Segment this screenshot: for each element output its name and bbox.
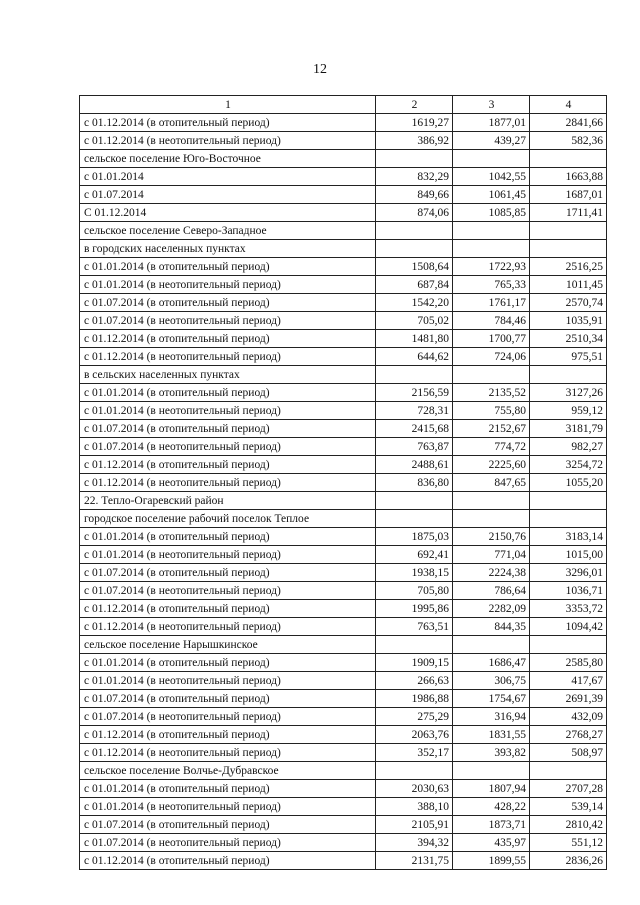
value-cell-col2: 763,87: [376, 438, 453, 456]
value-cell-col4: 508,97: [530, 744, 607, 762]
value-cell-col2: 1619,27: [376, 114, 453, 132]
value-cell-col4: 2707,28: [530, 780, 607, 798]
value-cell-col2: 1986,88: [376, 690, 453, 708]
value-cell-col2: 394,32: [376, 834, 453, 852]
value-cell-col3: 1722,93: [453, 258, 530, 276]
value-cell-col3: 1899,55: [453, 852, 530, 870]
value-cell-col2: 836,80: [376, 474, 453, 492]
value-cell-col3: 439,27: [453, 132, 530, 150]
value-cell-col4: 1094,42: [530, 618, 607, 636]
value-cell-col3: 1807,94: [453, 780, 530, 798]
table-row: [80, 204, 607, 222]
value-cell-col4: 417,67: [530, 672, 607, 690]
row-label-cell: с 01.01.2014 (в неотопительный период): [80, 546, 376, 564]
row-label-cell: с 01.07.2014 (в отопительный период): [80, 420, 376, 438]
table-row: [80, 690, 607, 708]
value-cell-col3: 316,94: [453, 708, 530, 726]
table-row: [80, 330, 607, 348]
value-cell-col2: 705,80: [376, 582, 453, 600]
row-label-cell: с 01.12.2014 (в неотопительный период): [80, 474, 376, 492]
value-cell-col3: 724,06: [453, 348, 530, 366]
table-row: [80, 654, 607, 672]
value-cell-col2: 687,84: [376, 276, 453, 294]
row-label-cell: в городских населенных пунктах: [80, 240, 376, 258]
row-label-cell: с 01.07.2014: [80, 186, 376, 204]
value-cell-col3: 1700,77: [453, 330, 530, 348]
table-row: [80, 618, 607, 636]
value-cell-col3: 428,22: [453, 798, 530, 816]
table-row: [80, 708, 607, 726]
value-cell-col2: 2131,75: [376, 852, 453, 870]
row-label-cell: с 01.07.2014 (в неотопительный период): [80, 312, 376, 330]
value-cell-col3: [453, 510, 530, 528]
row-label-cell: сельское поселение Юго-Восточное: [80, 150, 376, 168]
value-cell-col4: 2516,25: [530, 258, 607, 276]
table-row: [80, 420, 607, 438]
value-cell-col3: [453, 636, 530, 654]
table-row: [80, 348, 607, 366]
row-label-cell: С 01.12.2014: [80, 204, 376, 222]
table-row: [80, 492, 607, 510]
value-cell-col3: 2224,38: [453, 564, 530, 582]
value-cell-col4: [530, 150, 607, 168]
value-cell-col4: 1011,45: [530, 276, 607, 294]
row-label-cell: сельское поселение Северо-Западное: [80, 222, 376, 240]
value-cell-col4: 2570,74: [530, 294, 607, 312]
value-cell-col4: 3127,26: [530, 384, 607, 402]
header-cell-1: 1: [80, 96, 376, 114]
table-header-row: [80, 96, 607, 114]
value-cell-col4: 1663,88: [530, 168, 607, 186]
value-cell-col3: 1042,55: [453, 168, 530, 186]
row-label-cell: с 01.01.2014 (в отопительный период): [80, 654, 376, 672]
row-label-cell: с 01.12.2014 (в неотопительный период): [80, 132, 376, 150]
table-row: [80, 258, 607, 276]
value-cell-col2: 705,02: [376, 312, 453, 330]
row-label-cell: с 01.12.2014 (в неотопительный период): [80, 744, 376, 762]
value-cell-col2: 275,29: [376, 708, 453, 726]
row-label-cell: с 01.01.2014 (в отопительный период): [80, 258, 376, 276]
value-cell-col3: 1085,85: [453, 204, 530, 222]
value-cell-col3: [453, 222, 530, 240]
value-cell-col2: 2488,61: [376, 456, 453, 474]
value-cell-col4: 539,14: [530, 798, 607, 816]
value-cell-col4: 1055,20: [530, 474, 607, 492]
table-row: [80, 276, 607, 294]
row-label-cell: с 01.01.2014 (в отопительный период): [80, 780, 376, 798]
table-row: [80, 366, 607, 384]
table-row: [80, 852, 607, 870]
table-row: [80, 294, 607, 312]
value-cell-col4: 2841,66: [530, 114, 607, 132]
row-label-cell: с 01.07.2014 (в отопительный период): [80, 690, 376, 708]
value-cell-col3: 1831,55: [453, 726, 530, 744]
value-cell-col4: 3183,14: [530, 528, 607, 546]
table-row: [80, 168, 607, 186]
table-row: [80, 798, 607, 816]
value-cell-col2: 832,29: [376, 168, 453, 186]
value-cell-col3: 774,72: [453, 438, 530, 456]
row-label-cell: с 01.01.2014: [80, 168, 376, 186]
row-label-cell: 22. Тепло-Огаревский район: [80, 492, 376, 510]
table-row: [80, 816, 607, 834]
value-cell-col2: 1481,80: [376, 330, 453, 348]
table-row: [80, 672, 607, 690]
table-row: [80, 474, 607, 492]
value-cell-col3: [453, 492, 530, 510]
value-cell-col3: 784,46: [453, 312, 530, 330]
value-cell-col2: [376, 636, 453, 654]
row-label-cell: с 01.07.2014 (в неотопительный период): [80, 834, 376, 852]
table-row: [80, 636, 607, 654]
header-cell-2: 2: [376, 96, 453, 114]
row-label-cell: с 01.07.2014 (в неотопительный период): [80, 438, 376, 456]
value-cell-col4: 1687,01: [530, 186, 607, 204]
value-cell-col2: 266,63: [376, 672, 453, 690]
value-cell-col2: 728,31: [376, 402, 453, 420]
value-cell-col3: 1873,71: [453, 816, 530, 834]
row-label-cell: с 01.12.2014 (в неотопительный период): [80, 348, 376, 366]
value-cell-col4: 3254,72: [530, 456, 607, 474]
row-label-cell: с 01.01.2014 (в отопительный период): [80, 384, 376, 402]
value-cell-col2: 763,51: [376, 618, 453, 636]
value-cell-col3: 2135,52: [453, 384, 530, 402]
row-label-cell: с 01.01.2014 (в неотопительный период): [80, 276, 376, 294]
value-cell-col3: 393,82: [453, 744, 530, 762]
value-cell-col4: 2585,80: [530, 654, 607, 672]
value-cell-col2: [376, 762, 453, 780]
tariff-table: [79, 95, 607, 870]
row-label-cell: сельское поселение Нарышкинское: [80, 636, 376, 654]
value-cell-col2: [376, 240, 453, 258]
value-cell-col2: [376, 366, 453, 384]
value-cell-col4: 2810,42: [530, 816, 607, 834]
value-cell-col4: 1035,91: [530, 312, 607, 330]
row-label-cell: с 01.07.2014 (в неотопительный период): [80, 582, 376, 600]
value-cell-col3: 2150,76: [453, 528, 530, 546]
row-label-cell: сельское поселение Волчье-Дубравское: [80, 762, 376, 780]
table-row: [80, 834, 607, 852]
value-cell-col2: 644,62: [376, 348, 453, 366]
value-cell-col3: 2225,60: [453, 456, 530, 474]
table-row: [80, 222, 607, 240]
table-row: [80, 726, 607, 744]
table-row: [80, 240, 607, 258]
table-row: [80, 384, 607, 402]
row-label-cell: с 01.12.2014 (в отопительный период): [80, 456, 376, 474]
table-row: [80, 132, 607, 150]
value-cell-col4: [530, 492, 607, 510]
row-label-cell: с 01.07.2014 (в отопительный период): [80, 294, 376, 312]
value-cell-col2: 1995,86: [376, 600, 453, 618]
table-row: [80, 762, 607, 780]
value-cell-col4: [530, 510, 607, 528]
value-cell-col3: 771,04: [453, 546, 530, 564]
value-cell-col4: [530, 762, 607, 780]
value-cell-col2: 2030,63: [376, 780, 453, 798]
value-cell-col4: 551,12: [530, 834, 607, 852]
value-cell-col3: 1061,45: [453, 186, 530, 204]
value-cell-col2: 1542,20: [376, 294, 453, 312]
value-cell-col4: [530, 636, 607, 654]
value-cell-col3: [453, 366, 530, 384]
tariff-table-body: [80, 96, 607, 870]
value-cell-col2: 1508,64: [376, 258, 453, 276]
value-cell-col2: 2156,59: [376, 384, 453, 402]
value-cell-col2: [376, 510, 453, 528]
value-cell-col2: 1909,15: [376, 654, 453, 672]
value-cell-col4: 1015,00: [530, 546, 607, 564]
row-label-cell: с 01.07.2014 (в отопительный период): [80, 816, 376, 834]
value-cell-col3: 844,35: [453, 618, 530, 636]
value-cell-col2: [376, 222, 453, 240]
value-cell-col4: 1036,71: [530, 582, 607, 600]
row-label-cell: с 01.07.2014 (в отопительный период): [80, 564, 376, 582]
table-row: [80, 402, 607, 420]
value-cell-col4: [530, 366, 607, 384]
value-cell-col3: 1686,47: [453, 654, 530, 672]
table-row: [80, 456, 607, 474]
value-cell-col3: 786,64: [453, 582, 530, 600]
value-cell-col4: 982,27: [530, 438, 607, 456]
table-row: [80, 744, 607, 762]
table-row: [80, 600, 607, 618]
value-cell-col3: 435,97: [453, 834, 530, 852]
value-cell-col2: 352,17: [376, 744, 453, 762]
row-label-cell: с 01.01.2014 (в отопительный период): [80, 528, 376, 546]
value-cell-col4: 3296,01: [530, 564, 607, 582]
value-cell-col2: 2105,91: [376, 816, 453, 834]
row-label-cell: с 01.12.2014 (в отопительный период): [80, 726, 376, 744]
value-cell-col3: 755,80: [453, 402, 530, 420]
value-cell-col2: 1938,15: [376, 564, 453, 582]
value-cell-col2: 388,10: [376, 798, 453, 816]
table-row: [80, 780, 607, 798]
value-cell-col4: 432,09: [530, 708, 607, 726]
value-cell-col4: 1711,41: [530, 204, 607, 222]
value-cell-col3: [453, 762, 530, 780]
row-label-cell: с 01.01.2014 (в неотопительный период): [80, 402, 376, 420]
value-cell-col3: 2282,09: [453, 600, 530, 618]
table-row: [80, 582, 607, 600]
value-cell-col4: [530, 240, 607, 258]
value-cell-col2: 2063,76: [376, 726, 453, 744]
value-cell-col2: 2415,68: [376, 420, 453, 438]
value-cell-col4: 2691,39: [530, 690, 607, 708]
value-cell-col3: 847,65: [453, 474, 530, 492]
value-cell-col2: [376, 492, 453, 510]
table-row: [80, 114, 607, 132]
value-cell-col3: 2152,67: [453, 420, 530, 438]
value-cell-col2: 874,06: [376, 204, 453, 222]
table-row: [80, 186, 607, 204]
value-cell-col4: 582,36: [530, 132, 607, 150]
value-cell-col3: 1754,67: [453, 690, 530, 708]
value-cell-col4: 2510,34: [530, 330, 607, 348]
row-label-cell: с 01.12.2014 (в неотопительный период): [80, 618, 376, 636]
table-row: [80, 510, 607, 528]
value-cell-col2: 692,41: [376, 546, 453, 564]
value-cell-col4: [530, 222, 607, 240]
table-row: [80, 312, 607, 330]
value-cell-col2: 1875,03: [376, 528, 453, 546]
value-cell-col4: 975,51: [530, 348, 607, 366]
header-cell-3: 3: [453, 96, 530, 114]
row-label-cell: с 01.01.2014 (в неотопительный период): [80, 798, 376, 816]
value-cell-col3: [453, 150, 530, 168]
value-cell-col3: 1761,17: [453, 294, 530, 312]
table-row: [80, 438, 607, 456]
value-cell-col4: 2768,27: [530, 726, 607, 744]
table-row: [80, 150, 607, 168]
value-cell-col2: [376, 150, 453, 168]
table-row: [80, 546, 607, 564]
value-cell-col4: 3353,72: [530, 600, 607, 618]
value-cell-col3: 765,33: [453, 276, 530, 294]
row-label-cell: с 01.07.2014 (в неотопительный период): [80, 708, 376, 726]
page-number: 12: [313, 62, 327, 77]
value-cell-col4: 3181,79: [530, 420, 607, 438]
value-cell-col4: 2836,26: [530, 852, 607, 870]
table-row: [80, 564, 607, 582]
row-label-cell: с 01.12.2014 (в отопительный период): [80, 600, 376, 618]
table-row: [80, 528, 607, 546]
row-label-cell: в сельских населенных пунктах: [80, 366, 376, 384]
row-label-cell: городское поселение рабочий поселок Теплое: [80, 510, 376, 528]
value-cell-col3: [453, 240, 530, 258]
row-label-cell: с 01.12.2014 (в отопительный период): [80, 330, 376, 348]
value-cell-col3: 1877,01: [453, 114, 530, 132]
row-label-cell: с 01.12.2014 (в отопительный период): [80, 852, 376, 870]
value-cell-col3: 306,75: [453, 672, 530, 690]
row-label-cell: с 01.12.2014 (в отопительный период): [80, 114, 376, 132]
header-cell-4: 4: [530, 96, 607, 114]
row-label-cell: с 01.01.2014 (в неотопительный период): [80, 672, 376, 690]
value-cell-col4: 959,12: [530, 402, 607, 420]
value-cell-col2: 849,66: [376, 186, 453, 204]
value-cell-col2: 386,92: [376, 132, 453, 150]
